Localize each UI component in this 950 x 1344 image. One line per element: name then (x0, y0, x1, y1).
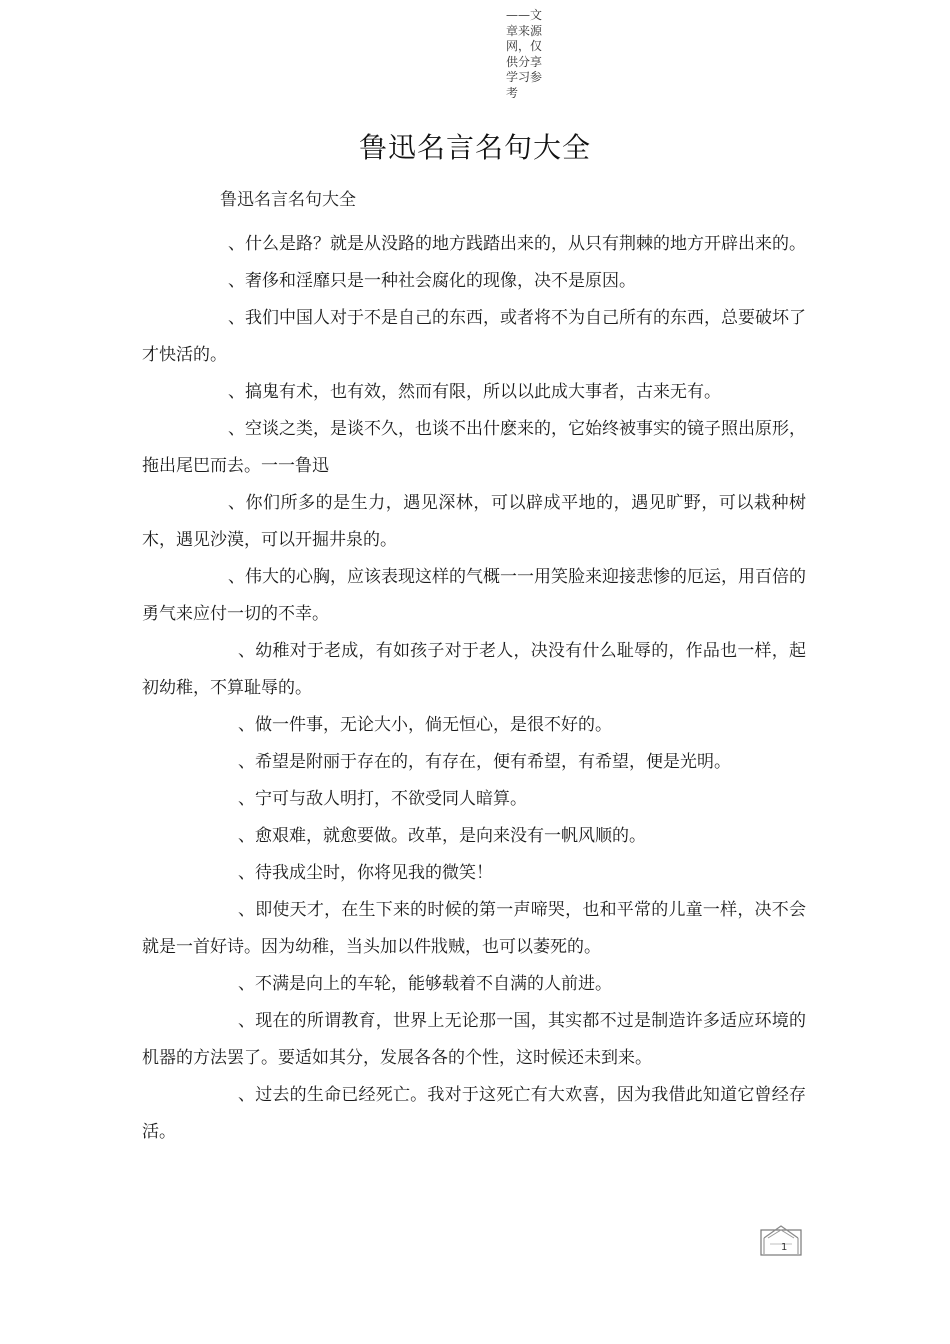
quote-item: 、不满是向上的车轮，能够载着不自满的人前进。 (238, 974, 612, 994)
source-note: ——文章来源网，仅供分享学习参考 (506, 8, 543, 100)
quote-item: 、空谈之类，是谈不久，也谈不出什麽来的，它始终被事实的镜子照出原形，拖出尾巴而去。一一鲁迅 (142, 419, 806, 476)
quote-item: 、我们中国人对于不是自己的东西，或者将不为自己所有的东西，总要破坏了才快活的。 (142, 308, 806, 365)
quote-item: 、搞鬼有术，也有效，然而有限，所以以此成大事者，古来无有。 (228, 382, 721, 402)
quote-item: 、什么是路？就是从没路的地方践踏出来的，从只有荆棘的地方开辟出来的。 (228, 234, 806, 254)
quote-item: 、宁可与敌人明打，不欲受同人暗算。 (238, 789, 527, 809)
quote-item: 、奢侈和淫靡只是一种社会腐化的现像，决不是原因。 (228, 271, 636, 291)
quote-item: 、待我成尘时，你将见我的微笑！ (238, 863, 493, 883)
quote-list (142, 226, 806, 1151)
page-number: 1 (781, 1242, 788, 1253)
quote-item: 、幼稚对于老成，有如孩子对于老人，决没有什么耻辱的，作品也一样，起初幼稚，不算耻辱的。 (142, 641, 806, 698)
quote-item: 、愈艰难，就愈要做。改革，是向来没有一帆风顺的。 (238, 826, 646, 846)
quote-item: 、做一件事，无论大小，倘无恒心，是很不好的。 (238, 715, 612, 735)
quote-item: 、希望是附丽于存在的，有存在，便有希望，有希望，便是光明。 (238, 752, 731, 772)
page-title: 鲁迅名言名句大全 (358, 131, 591, 164)
quote-item: 、即使天才，在生下来的时候的第一声啼哭，也和平常的儿童一样，决不会就是一首好诗。因为幼稚，当头加以件戕贼，也可以萎死的。 (142, 900, 806, 957)
document-subtitle: 鲁迅名言名句大全 (220, 190, 356, 210)
quote-item: 、你们所多的是生力，遇见深林，可以辟成平地的，遇见旷野，可以栽种树木，遇见沙漠，可以开掘井泉的。 (142, 493, 806, 550)
quote-item: 、伟大的心胸，应该表现这样的气概一一用笑脸来迎接悲惨的厄运，用百倍的勇气来应付一切的不幸。 (142, 567, 806, 624)
quote-item: 、过去的生命已经死亡。我对于这死亡有大欢喜，因为我借此知道它曾经存活。 (142, 1085, 806, 1142)
quote-item: 、现在的所谓教育，世界上无论那一国，其实都不过是制造许多适应环境的机器的方法罢了。要适如其分，发展各各的个性，这时候还未到来。 (142, 1011, 806, 1068)
